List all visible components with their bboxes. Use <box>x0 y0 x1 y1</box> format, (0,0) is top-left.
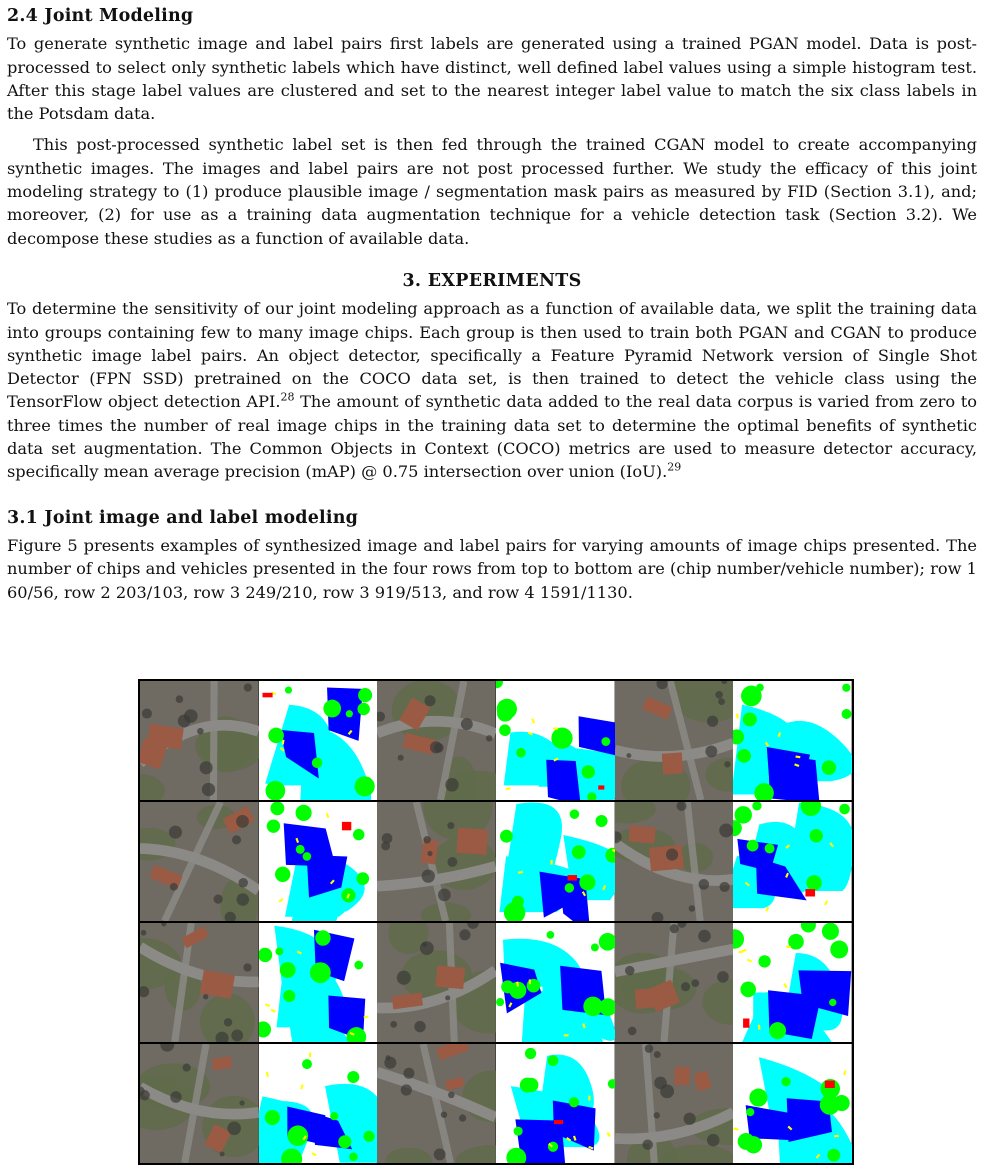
synthetic-image-tile <box>140 681 259 800</box>
synthetic-label-tile <box>733 802 852 921</box>
section-heading-joint-modeling: 2.4 Joint Modeling <box>7 6 194 26</box>
citation-29: 29 <box>667 460 682 474</box>
synthetic-image-tile <box>140 802 259 921</box>
experiments-text-b: The amount of synthetic data added to the real data corpus is varied from zero to three times the number of real image chips in the training data set to determine the optimal benefits of synthetic data set augmentation. The Common Objects in Context (COCO) metrics are used to measure detector accuracy, specifically mean average precision (mAP) @ 0.75 intersection over union (IoU). <box>7 392 977 482</box>
synthetic-image-tile <box>615 681 734 800</box>
paper-page <box>7 0 977 604</box>
synthetic-image-tile <box>140 1044 259 1163</box>
synthetic-image-tile <box>377 681 496 800</box>
synthetic-label-tile <box>259 802 378 921</box>
synthetic-label-tile <box>259 681 378 800</box>
synthetic-label-tile <box>496 802 615 921</box>
paragraph-joint-modeling-2: This post-processed synthetic label set is then fed through the trained CGAN model to create accompanying synthetic images. The images and label pairs are not post processed further. We study the efficacy of this joint modeling strategy to (1) produce plausible image / segmentation mask pairs as measured by FID (Section 3.1), and; moreover, (2) for use as a training data augmentation technique for a vehicle detection task (Section 3.2). We decompose these studies as a function of available data. <box>7 135 977 248</box>
synthetic-image-tile <box>377 923 496 1042</box>
synthetic-image-tile <box>377 1044 496 1163</box>
paragraph-experiments-1 <box>7 297 977 483</box>
section-heading-experiments: 3. EXPERIMENTS <box>402 270 582 291</box>
synthetic-image-tile <box>615 923 734 1042</box>
synthetic-label-tile <box>496 1044 615 1163</box>
synthetic-label-tile <box>733 681 852 800</box>
synthetic-label-tile <box>496 923 615 1042</box>
synthetic-image-tile <box>140 923 259 1042</box>
synthetic-image-tile <box>615 1044 734 1163</box>
paragraph-joint-modeling-1: To generate synthetic image and label pairs first labels are generated using a trained PGAN model. Data is post-processed to select only synthetic labels which have distinct, well defined label values using a simple histogram test. After this stage label values are clustered and set to the nearest integer label value to match the six class labels in the Potsdam data. <box>7 34 977 124</box>
section-heading-joint-image-label: 3.1 Joint image and label modeling <box>7 507 359 528</box>
synthetic-image-tile <box>615 802 734 921</box>
synthetic-label-tile <box>733 923 852 1042</box>
synthetic-image-tile <box>377 802 496 921</box>
figure-5-image-grid <box>138 679 854 1165</box>
synthetic-label-tile <box>496 681 615 800</box>
paragraph-joint-image-label-1: Figure 5 presents examples of synthesized image and label pairs for varying amounts of image chips presented. The number of chips and vehicles presented in the four rows from top to bottom are (chip number/vehicle number); row 1 60/56, row 2 203/103, row 3 249/210, row 3 919/513, and row 4 1591/1130. <box>7 535 977 602</box>
synthetic-label-tile <box>259 923 378 1042</box>
citation-28: 28 <box>280 391 295 405</box>
experiments-text-a: To determine the sensitivity of our joint modeling approach as a function of available data, we split the training data into groups containing few to many image chips. Each group is then used to train both PGAN and CGAN to produce synthetic image label pairs. An object detector, specifically a Feature Pyramid Network version of Single Shot Detector (FPN SSD) pretrained on the COCO data set, is then trained to detect the vehicle class using the TensorFlow object detection API. <box>7 299 977 412</box>
synthetic-label-tile <box>259 1044 378 1163</box>
synthetic-label-tile <box>733 1044 852 1163</box>
